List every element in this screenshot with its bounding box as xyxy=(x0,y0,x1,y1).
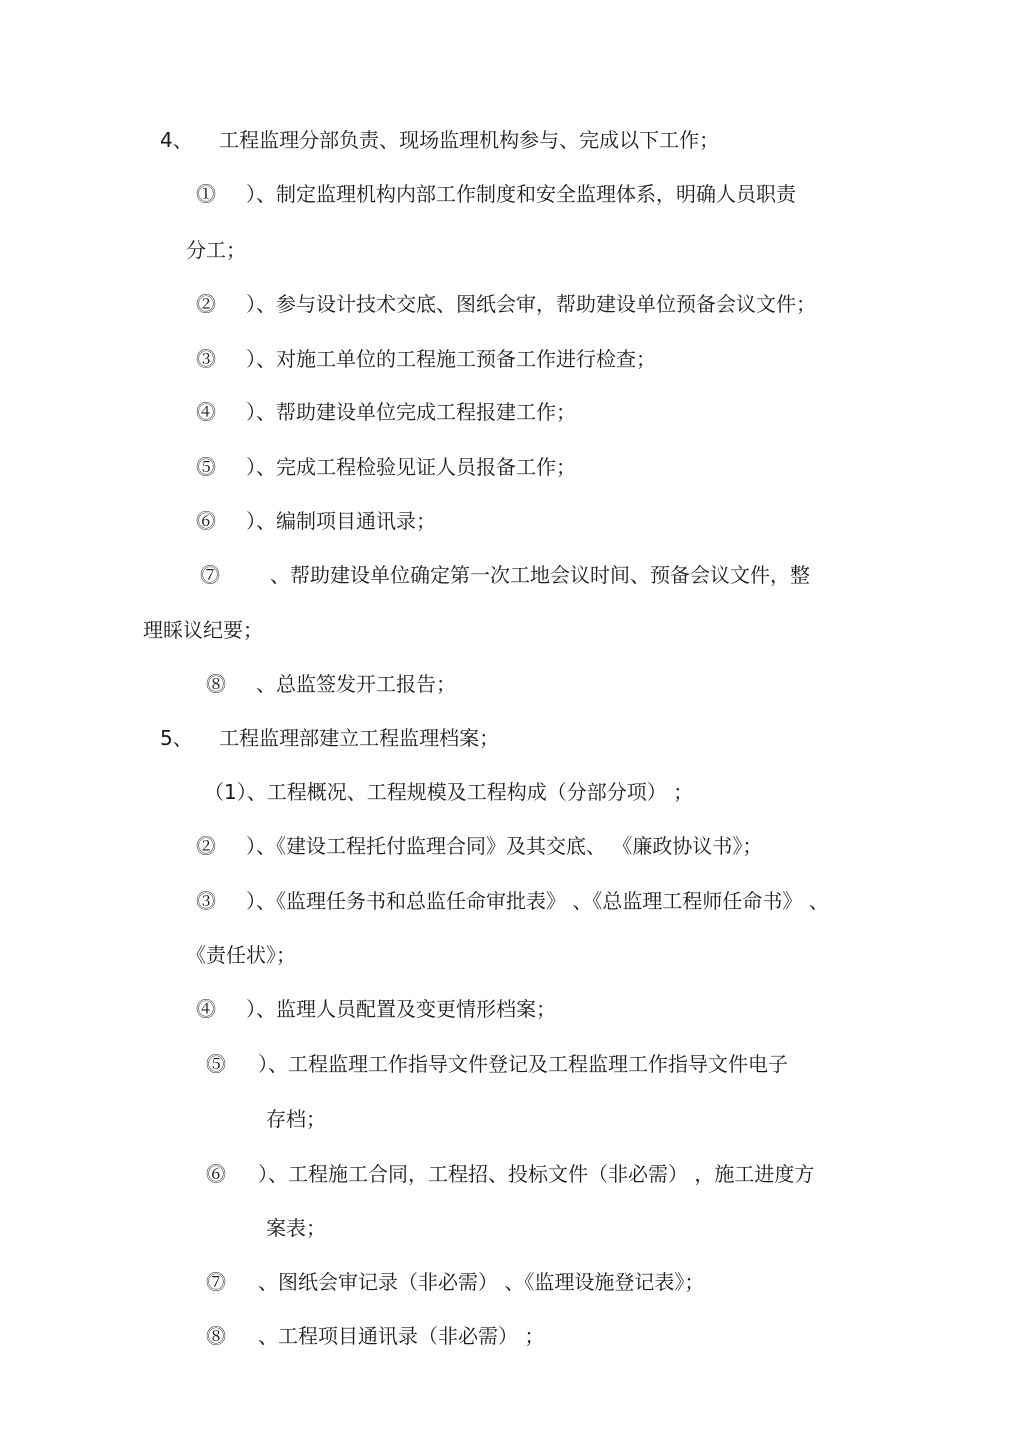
item-text: 、图纸会审记录（非必需） 、《监理设施登记表》； xyxy=(258,1270,705,1294)
list-item xyxy=(196,398,576,426)
list-item xyxy=(196,180,796,208)
list-item-continuation: 理睬议纪要； xyxy=(143,618,263,642)
item-text: ）、工程监理工作指导文件登记及工程监理工作指导文件电子 xyxy=(258,1052,788,1076)
list-item xyxy=(196,995,556,1023)
item-number: ⓼ xyxy=(206,1324,226,1348)
list-item xyxy=(204,778,693,806)
item-text: ）、制定监理机构内部工作制度和安全监理体系，明确人员职责 xyxy=(246,182,796,206)
list-item-continuation: 存档； xyxy=(266,1107,326,1131)
list-item xyxy=(206,1322,544,1350)
item-text: ）、完成工程检验见证人员报备工作； xyxy=(246,455,576,479)
list-item xyxy=(200,561,810,589)
section-5-heading xyxy=(160,724,499,752)
section-4-heading xyxy=(160,126,719,154)
item-text: ）、《监理任务书和总监任命审批表》 、《总监理工程师任命书》 、 xyxy=(246,889,829,913)
item-number: ⓻ xyxy=(200,563,220,587)
list-item-continuation: 案表； xyxy=(266,1216,326,1240)
item-number: ⓻ xyxy=(206,1270,226,1294)
item-number: ⓹ xyxy=(196,455,216,479)
section-heading-text: 工程监理部建立工程监理档案； xyxy=(219,726,500,750)
item-number: ⓸ xyxy=(196,400,216,424)
list-item xyxy=(196,453,576,481)
item-text: 、帮助建设单位确定第一次工地会议时间、预备会议文件，整 xyxy=(270,563,810,587)
item-number: ⓷ xyxy=(196,347,216,371)
list-item xyxy=(206,670,456,698)
item-number: ⓵ xyxy=(196,182,216,206)
item-number: ⓷ xyxy=(196,889,216,913)
item-text: 、总监签发开工报告； xyxy=(256,672,456,696)
item-number: ⓼ xyxy=(206,672,226,696)
list-item xyxy=(196,832,762,860)
section-number: 5、 xyxy=(160,726,193,750)
item-text: ）、参与设计技术交底、图纸会审，帮助建设单位预备会议文件； xyxy=(246,292,816,316)
item-text: ）、编制项目通讯录； xyxy=(246,509,436,533)
list-item xyxy=(196,345,656,373)
item-text: ）、工程施工合同，工程招、投标文件（非必需） ，施工进度方 xyxy=(258,1162,815,1186)
item-text: （1）、工程概况、工程规模及工程构成（分部分项） ； xyxy=(204,780,694,804)
item-number: ⓹ xyxy=(206,1052,226,1076)
list-item-continuation: 《责任状》； xyxy=(186,943,296,967)
list-item xyxy=(206,1268,704,1296)
list-item xyxy=(196,887,829,915)
list-item xyxy=(196,507,436,535)
item-number: ⓺ xyxy=(196,509,216,533)
item-text: ）、监理人员配置及变更情形档案； xyxy=(246,997,556,1021)
list-item xyxy=(206,1050,788,1078)
item-number: ⓶ xyxy=(196,834,216,858)
item-text: ）、帮助建设单位完成工程报建工作； xyxy=(246,400,576,424)
section-number: 4、 xyxy=(160,128,193,152)
list-item-continuation: 分工； xyxy=(186,238,246,262)
item-text: 、工程项目通讯录（非必需） ； xyxy=(258,1324,545,1348)
list-item xyxy=(206,1160,814,1188)
item-number: ⓺ xyxy=(206,1162,226,1186)
item-number: ⓶ xyxy=(196,292,216,316)
item-number: ⓸ xyxy=(196,997,216,1021)
item-text: ）、《建设工程托付监理合同》及其交底、 《廉政协议书》； xyxy=(246,834,763,858)
section-heading-text: 工程监理分部负责、现场监理机构参与、完成以下工作； xyxy=(219,128,720,152)
item-text: ）、对施工单位的工程施工预备工作进行检查； xyxy=(246,347,656,371)
list-item xyxy=(196,290,816,318)
